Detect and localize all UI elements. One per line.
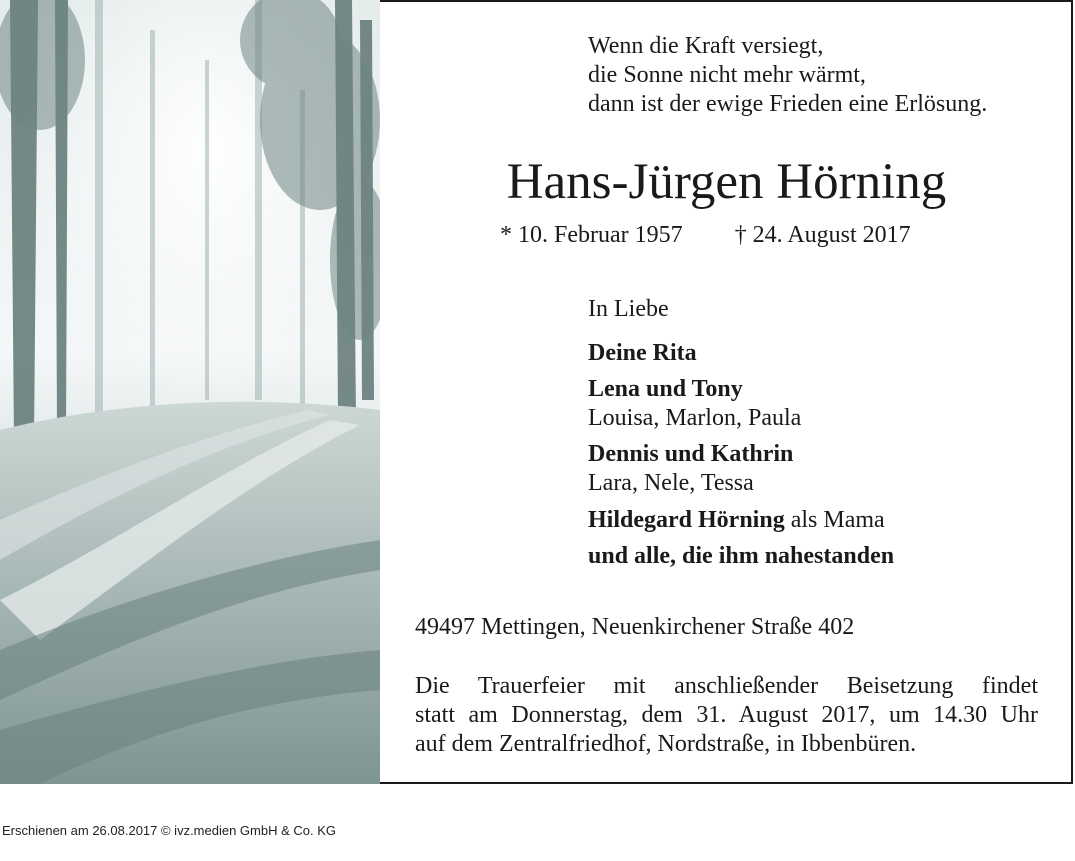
mourner-dennis-kathrin-children: Lara, Nele, Tessa — [588, 470, 754, 496]
birth-date: * 10. Februar 1957 — [500, 222, 683, 248]
mourner-lena-tony: Lena und Tony — [588, 376, 743, 402]
mourner-hildegard-role: als Mama — [790, 507, 885, 533]
publication-footer: Erschienen am 26.08.2017 © ivz.medien GmbH & Co. KG — [2, 823, 337, 838]
mourner-hildegard-name: Hildegard Hörning — [588, 507, 785, 533]
mourner-others: und alle, die ihm nahestanden — [588, 543, 895, 569]
deceased-name: Hans-Jürgen Hörning — [506, 154, 947, 210]
family-address: 49497 Mettingen, Neuenkirchener Straße 402 — [415, 614, 855, 640]
ceremony-line: Die Trauerfeier mit anschließender Beisetzung findet — [415, 673, 1038, 699]
ceremony-line: statt am Donnerstag, dem 31. August 2017, um 14.30 Uhr — [415, 702, 1038, 728]
mourner-rita: Deine Rita — [588, 340, 697, 366]
poem-line: Wenn die Kraft versiegt, — [588, 33, 824, 59]
ceremony-line: auf dem Zentralfriedhof, Nordstraße, in Ibbenbüren. — [415, 731, 917, 757]
poem-line: die Sonne nicht mehr wärmt, — [588, 62, 866, 88]
mourner-hildegard — [588, 506, 885, 535]
forest-illustration — [0, 0, 380, 784]
ceremony-notice — [415, 672, 1038, 759]
poem-line: dann ist der ewige Frieden eine Erlösung. — [588, 91, 988, 117]
intro-line: In Liebe — [588, 296, 669, 322]
mourner-dennis-kathrin: Dennis und Kathrin — [588, 441, 794, 467]
memorial-poem — [588, 32, 987, 119]
death-date: † 24. August 2017 — [734, 222, 911, 248]
misty-forest-path-image — [0, 0, 380, 784]
mourner-lena-tony-children: Louisa, Marlon, Paula — [588, 405, 802, 431]
life-dates — [500, 221, 911, 250]
